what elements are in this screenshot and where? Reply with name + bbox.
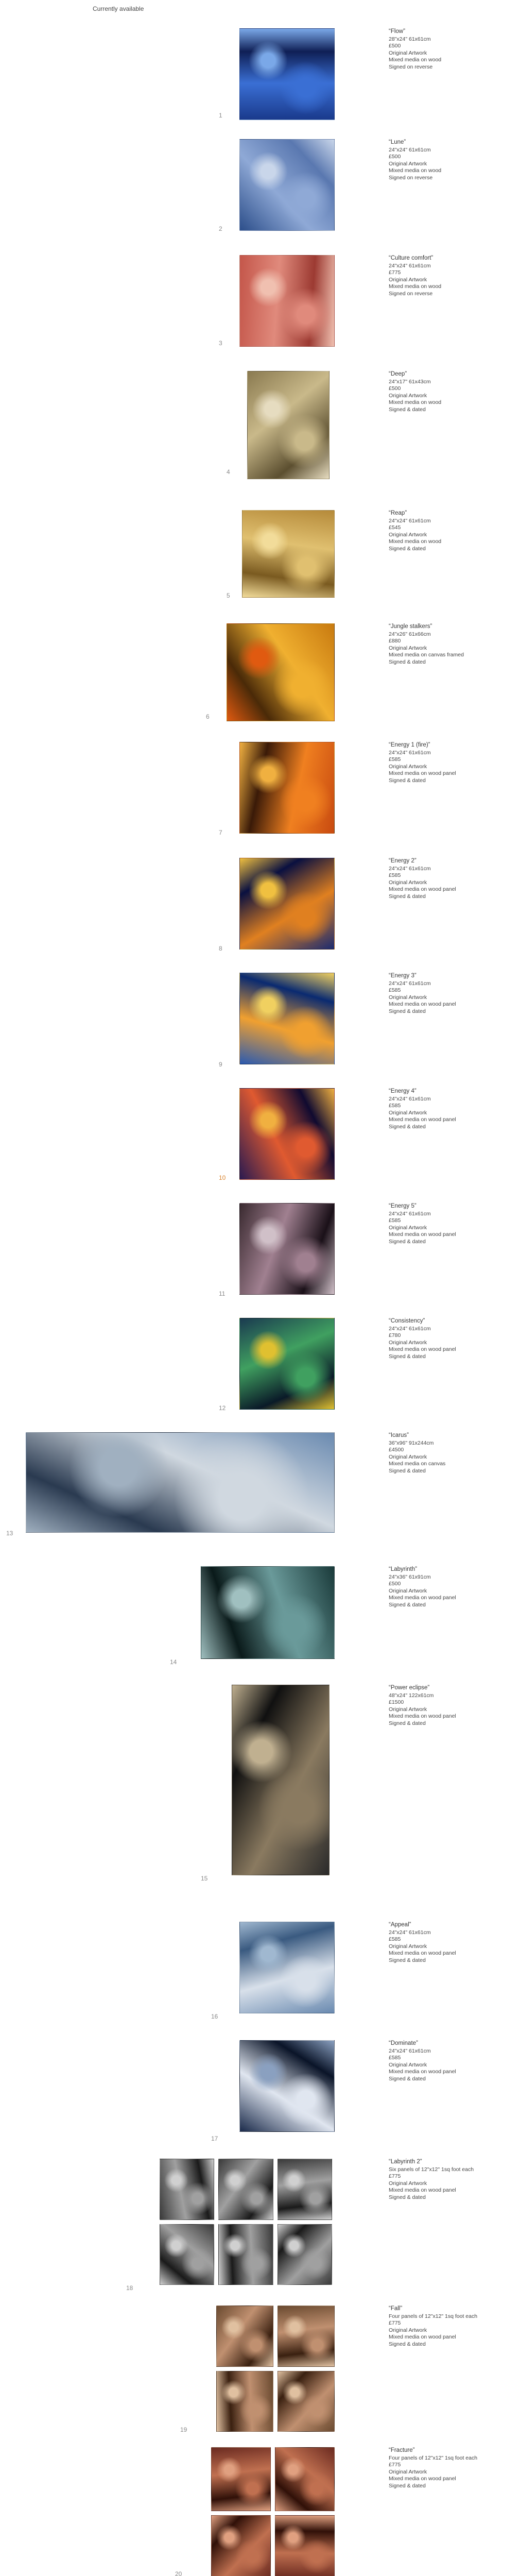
artwork-details — [389, 255, 512, 297]
artwork-detail-line: Mixed media on wood panel — [389, 886, 456, 892]
artwork-size: 24"x17" 61x43cm — [389, 378, 431, 385]
artwork-title: “Flow” — [389, 28, 405, 35]
artwork-title: “Consistency” — [389, 1318, 425, 1324]
artwork-detail-line: Signed & dated — [389, 2341, 426, 2347]
artwork-detail-line: Mixed media on wood panel — [389, 1595, 456, 1601]
artwork-detail-line: Original Artwork — [389, 1339, 427, 1346]
artwork-title: “Fracture” — [389, 2447, 415, 2453]
artwork-detail-line: Signed & dated — [389, 1353, 426, 1360]
artwork-image[interactable] — [239, 2040, 335, 2132]
artwork-details — [389, 973, 512, 1015]
artwork-detail-line: Signed & dated — [389, 1008, 426, 1014]
artwork-details — [389, 623, 512, 666]
artwork-size: 24"x24" 61x61cm — [389, 749, 431, 756]
artwork-title: “Culture comfort” — [389, 255, 434, 261]
artwork-detail-line: Original Artwork — [389, 2180, 427, 2187]
artwork-size: Four panels of 12"x12" 1sq foot each — [389, 2454, 478, 2461]
artwork-detail-line: Original Artwork — [389, 2327, 427, 2333]
artwork-panel[interactable] — [218, 2224, 273, 2285]
artwork-image[interactable] — [239, 1922, 335, 2013]
artwork-panel[interactable] — [211, 2515, 271, 2576]
artwork-detail-line: Mixed media on wood — [389, 167, 442, 174]
artwork-size: 24"x24" 61x61cm — [389, 865, 431, 872]
artwork-price: £1500 — [389, 1699, 404, 1705]
artwork-detail-line: Original Artwork — [389, 1453, 427, 1460]
artwork-panel[interactable] — [160, 2224, 214, 2285]
artwork-price: £500 — [389, 43, 401, 49]
artwork-price: £585 — [389, 1217, 401, 1224]
artwork-details — [389, 2447, 512, 2489]
artwork-detail-line: Original Artwork — [389, 994, 427, 1001]
artwork-number: 7 — [219, 829, 222, 836]
artwork-title: “Labyrinth 2” — [389, 2159, 422, 2165]
artwork-detail-line: Original Artwork — [389, 531, 427, 538]
artwork-image[interactable] — [227, 623, 335, 721]
artwork-detail-line: Mixed media on wood panel — [389, 1713, 456, 1719]
artwork-size: 24"x24" 61x61cm — [389, 2047, 431, 2054]
artwork-detail-line: Signed on reverse — [389, 290, 433, 297]
artwork-detail-line: Signed & dated — [389, 658, 426, 665]
artwork-price: £500 — [389, 1581, 401, 1587]
artwork-detail-line: Mixed media on wood — [389, 283, 442, 290]
artwork-detail-line: Original Artwork — [389, 160, 427, 167]
artwork-detail-line: Signed & dated — [389, 1238, 426, 1245]
artwork-detail-line: Signed & dated — [389, 406, 426, 413]
artwork-number: 15 — [201, 1875, 208, 1882]
artwork-detail-line: Original Artwork — [389, 49, 427, 56]
artwork-number: 14 — [170, 1658, 177, 1666]
artwork-title: “Appeal” — [389, 1922, 411, 1928]
artwork-price: £500 — [389, 154, 401, 160]
artwork-image[interactable] — [239, 1318, 335, 1410]
artwork-detail-line: Original Artwork — [389, 763, 427, 770]
artwork-detail-line: Original Artwork — [389, 2061, 427, 2068]
artwork-detail-line: Mixed media on wood panel — [389, 1231, 456, 1238]
artwork-detail-line: Signed on reverse — [389, 63, 433, 70]
artwork-details — [389, 139, 512, 181]
artwork-details — [389, 371, 512, 413]
artwork-detail-line: Signed & dated — [389, 1467, 426, 1474]
artwork-price: £500 — [389, 385, 401, 392]
artwork-details — [389, 2040, 512, 2082]
page-header: Currently available — [93, 5, 144, 12]
artwork-detail-line: Signed & dated — [389, 1720, 426, 1726]
artwork-panel[interactable] — [160, 2159, 214, 2220]
artwork-number: 8 — [219, 945, 222, 952]
artwork-detail-line: Signed & dated — [389, 1123, 426, 1130]
artwork-detail-line: Mixed media on wood panel — [389, 2187, 456, 2193]
artwork-title: “Labyrinth” — [389, 1566, 417, 1572]
artwork-number: 16 — [211, 2013, 218, 2020]
artwork-number: 5 — [227, 592, 230, 599]
artwork-detail-line: Signed & dated — [389, 1957, 426, 1963]
artwork-detail-line: Mixed media on wood panel — [389, 2476, 456, 2482]
artwork-detail-line: Signed & dated — [389, 777, 426, 784]
artwork-image[interactable] — [239, 973, 335, 1064]
artwork-title: “Energy 3” — [389, 973, 417, 979]
artwork-size: 24"x24" 61x61cm — [389, 980, 431, 987]
artwork-detail-line: Mixed media on wood — [389, 399, 442, 405]
artwork-panel[interactable] — [278, 2224, 332, 2285]
artwork-details — [389, 28, 512, 71]
artwork-price: £585 — [389, 1103, 401, 1109]
artwork-detail-line: Signed & dated — [389, 893, 426, 900]
artwork-image[interactable] — [239, 255, 335, 347]
artwork-size: 24"x26" 61x66cm — [389, 631, 431, 637]
artwork-panel[interactable] — [278, 2306, 335, 2367]
artwork-detail-line: Mixed media on wood panel — [389, 1001, 456, 1007]
artwork-price: £4500 — [389, 1447, 404, 1453]
artwork-number: 18 — [126, 2284, 133, 2292]
artwork-title: “Lune” — [389, 139, 406, 145]
artwork-price: £880 — [389, 638, 401, 644]
artwork-detail-line: Mixed media on wood panel — [389, 2334, 456, 2340]
artwork-size: 24"x24" 61x61cm — [389, 1325, 431, 1332]
artwork-size: 36"x96" 91x244cm — [389, 1439, 434, 1446]
artwork-price: £775 — [389, 269, 401, 276]
artwork-size: 24"x24" 61x61cm — [389, 1095, 431, 1102]
artwork-image[interactable] — [239, 28, 335, 120]
artwork-size: Four panels of 12"x12" 1sq foot each — [389, 2313, 478, 2319]
artwork-size: 24"x24" 61x61cm — [389, 262, 431, 269]
artwork-image[interactable] — [232, 1685, 330, 1875]
artwork-detail-line: Mixed media on canvas — [389, 1461, 446, 1467]
artwork-price: £585 — [389, 987, 401, 993]
artwork-number: 11 — [219, 1290, 226, 1297]
artwork-price: £780 — [389, 1332, 401, 1338]
artwork-price: £585 — [389, 2055, 401, 2061]
artwork-details — [389, 1318, 512, 1360]
artwork-detail-line: Mixed media on canvas framed — [389, 652, 464, 658]
artwork-detail-line: Original Artwork — [389, 1943, 427, 1950]
artwork-price: £585 — [389, 1936, 401, 1942]
artwork-title: “Power eclipse” — [389, 1685, 430, 1691]
artwork-size: Six panels of 12"x12" 1sq foot each — [389, 2166, 474, 2173]
artwork-detail-line: Mixed media on wood — [389, 538, 442, 545]
artwork-detail-line: Signed & dated — [389, 1601, 426, 1608]
artwork-detail-line: Mixed media on wood panel — [389, 1116, 456, 1123]
artwork-detail-line: Original Artwork — [389, 1706, 427, 1713]
artwork-image[interactable] — [239, 1203, 335, 1295]
artwork-details — [389, 510, 512, 552]
artwork-size: 48"x24" 122x61cm — [389, 1692, 434, 1699]
artwork-detail-line: Original Artwork — [389, 645, 427, 651]
artwork-number: 9 — [219, 1061, 222, 1068]
artwork-number: 4 — [227, 468, 230, 476]
artwork-detail-line: Original Artwork — [389, 1224, 427, 1231]
artwork-panel[interactable] — [275, 2515, 335, 2576]
artwork-detail-line: Mixed media on wood panel — [389, 770, 456, 776]
artwork-panel[interactable] — [275, 2447, 335, 2511]
artwork-size: 24"x24" 61x61cm — [389, 1210, 431, 1217]
artwork-price: £545 — [389, 524, 401, 531]
artwork-detail-line: Signed & dated — [389, 2194, 426, 2200]
artwork-detail-line: Signed on reverse — [389, 174, 433, 181]
artwork-number: 12 — [219, 1404, 226, 1412]
artwork-number: 6 — [206, 713, 210, 720]
artwork-number: 13 — [6, 1530, 13, 1537]
artwork-price: £585 — [389, 872, 401, 878]
artwork-details — [389, 1922, 512, 1964]
artwork-details — [389, 1685, 512, 1727]
artwork-image[interactable] — [239, 139, 335, 231]
artwork-panel[interactable] — [211, 2447, 271, 2511]
artwork-detail-line: Signed & dated — [389, 545, 426, 552]
artwork-title: “Energy 4” — [389, 1088, 417, 1094]
artwork-image[interactable] — [239, 1088, 335, 1180]
artwork-price: £775 — [389, 2320, 401, 2326]
artwork-number: 3 — [219, 340, 222, 347]
artwork-detail-line: Original Artwork — [389, 879, 427, 886]
artwork-title: “Reap” — [389, 510, 407, 516]
artwork-size: 28"x24" 61x61cm — [389, 36, 431, 42]
artwork-detail-line: Original Artwork — [389, 392, 427, 399]
artwork-image[interactable] — [201, 1566, 335, 1659]
artwork-details — [389, 1566, 512, 1608]
artwork-details — [389, 742, 512, 784]
artwork-size: 24"x24" 61x61cm — [389, 517, 431, 524]
artwork-detail-line: Mixed media on wood panel — [389, 1950, 456, 1956]
artwork-image[interactable] — [26, 1432, 335, 1533]
artwork-title: “Energy 2” — [389, 858, 417, 864]
artwork-image[interactable] — [239, 742, 335, 834]
artwork-detail-line: Signed & dated — [389, 2075, 426, 2082]
artwork-size: 24"x24" 61x61cm — [389, 1929, 431, 1936]
artwork-number: 17 — [211, 2135, 218, 2142]
artwork-details — [389, 1203, 512, 1245]
artwork-number: 20 — [175, 2570, 182, 2576]
artwork-title: “Deep” — [389, 371, 407, 377]
artwork-number: 1 — [219, 112, 222, 119]
artwork-detail-line: Mixed media on wood — [389, 57, 442, 63]
artwork-panel-set[interactable] — [216, 2306, 335, 2432]
artwork-number: 10 — [219, 1174, 226, 1181]
artwork-panel[interactable] — [278, 2159, 332, 2220]
artwork-detail-line: Original Artwork — [389, 2468, 427, 2475]
artwork-size: 24"x24" 61x61cm — [389, 146, 431, 153]
artwork-detail-line: Original Artwork — [389, 1109, 427, 1116]
artwork-panel[interactable] — [216, 2371, 273, 2432]
artwork-title: “Energy 1 (fire)” — [389, 742, 430, 748]
artwork-image[interactable] — [247, 371, 330, 479]
artwork-price: £775 — [389, 2173, 401, 2179]
artwork-detail-line: Original Artwork — [389, 1587, 427, 1594]
artwork-detail-line: Mixed media on wood panel — [389, 2069, 456, 2075]
artwork-panel-set[interactable] — [160, 2159, 332, 2285]
artwork-details — [389, 1432, 512, 1475]
artwork-detail-line: Signed & dated — [389, 2482, 426, 2489]
artwork-image[interactable] — [242, 510, 335, 598]
artwork-details — [389, 1088, 512, 1130]
artwork-title: “Energy 5” — [389, 1203, 417, 1209]
artwork-detail-line: Original Artwork — [389, 276, 427, 283]
artwork-details — [389, 2306, 512, 2348]
artwork-panel-set[interactable] — [211, 2447, 335, 2576]
artwork-image[interactable] — [239, 858, 335, 950]
artwork-title: “Jungle stalkers” — [389, 623, 432, 630]
artwork-panel[interactable] — [218, 2159, 273, 2220]
artwork-number: 19 — [180, 2426, 187, 2433]
artwork-title: “Dominate” — [389, 2040, 418, 2046]
artwork-title: “Fall” — [389, 2306, 403, 2312]
artwork-size: 24"x36" 61x91cm — [389, 1573, 431, 1580]
artwork-number: 2 — [219, 225, 222, 232]
artwork-panel[interactable] — [278, 2371, 335, 2432]
artwork-panel[interactable] — [216, 2306, 273, 2367]
artwork-details — [389, 2159, 512, 2201]
artwork-price: £775 — [389, 2462, 401, 2468]
artwork-detail-line: Mixed media on wood panel — [389, 1346, 456, 1352]
artwork-details — [389, 858, 512, 900]
artwork-price: £585 — [389, 756, 401, 762]
artwork-title: “Icarus” — [389, 1432, 409, 1438]
